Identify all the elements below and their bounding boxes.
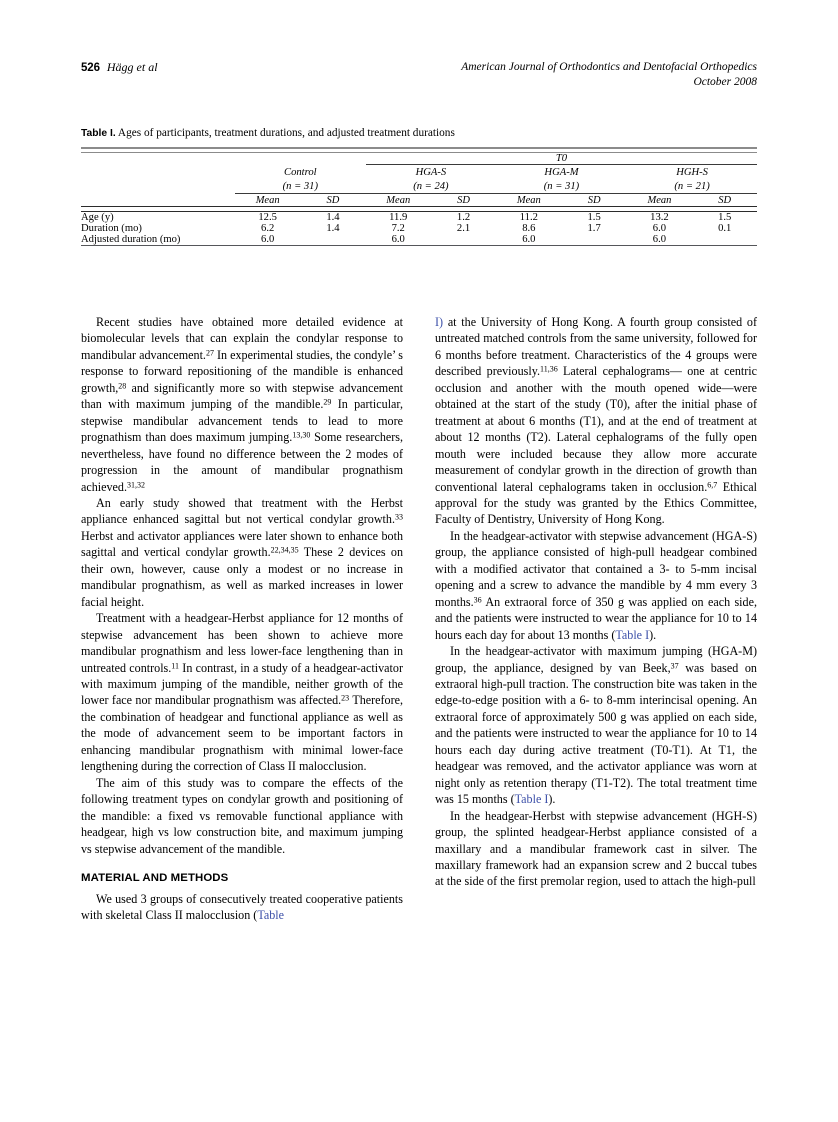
running-head xyxy=(81,60,757,90)
cell: 6.0 xyxy=(391,234,405,246)
cell: 13.2 xyxy=(650,212,669,224)
citation-ref: 28 xyxy=(118,381,127,391)
row-label-age: Age (y) xyxy=(81,212,114,224)
table-span-header-row xyxy=(81,152,757,164)
table-link[interactable]: Table I xyxy=(514,792,549,807)
paragraph: An early study showed that treatment with the Herbst appliance enhanced sagittal but not vertical condylar growth.$^{33}$ Herbst and activator appliances were later shown to enhance both sagittal and vertical condylar growth.$^{22,34,35}$ These 2 devices on their own, however, cause only a modest or no increase in mandibular prognathism, as well as marked increases in lower facial height. xyxy=(81,495,403,609)
paragraph: I) at the University of Hong Kong. A fourth group consisted of untreated matched controls from the same university, followed for 6 months before treatment. Characteristics of the 4 groups were described previously.$^{11,36}$ Lateral cephalograms— one at centric occlusion and another with the mouth opened wide—were obtained at the start of the study (T0), after the initial phase of treatment at about 6 months (T1), and at the end of treatment at about 12 months (T2). Lateral cephalograms of the fully open mouth were included because they allow more accurate measurement of condylar growth in the direction of growth than conventional lateral cephalograms taken in occlusion.$^{6,7}$ Ethical approval for the study was granted by the Ethics Committee, Faculty of Dentistry, University of Hong Kong. xyxy=(435,315,758,527)
colhead-sd-hgh-s: SD xyxy=(718,195,732,207)
row-label-duration: Duration (mo) xyxy=(81,223,142,235)
participants-table xyxy=(81,147,757,252)
cell: 6.0 xyxy=(652,234,667,246)
cell: 2.1 xyxy=(456,223,471,235)
cell: 1.4 xyxy=(326,223,340,235)
table-row xyxy=(81,234,757,246)
row-label-adjusted-duration: Adjusted duration (mo) xyxy=(81,234,181,246)
cell: 8.6 xyxy=(522,223,536,235)
group-header-control: Control (n = 31) xyxy=(282,166,318,192)
right-column xyxy=(435,314,757,890)
cell: 1.5 xyxy=(718,212,732,224)
colhead-sd-hga-m: SD xyxy=(587,195,601,207)
citation-ref: 11,36 xyxy=(539,365,558,374)
citation-ref: 31,32 xyxy=(127,480,145,490)
cell: 11.9 xyxy=(389,212,408,224)
cell xyxy=(692,234,757,246)
citation-ref: 37 xyxy=(670,661,679,671)
cell xyxy=(431,234,496,246)
paragraph: In the headgear-Herbst with stepwise advancement (HGH-S) group, the splinted headgear-Herbst appliance consisted of a maxillary and a mandibular framework cast in silver. The maxillary framework had an expansion screw and 2 buccal tubes at the side of the first premolar region, used to attach the high-pull xyxy=(435,808,757,889)
paragraph: The aim of this study was to compare the effects of the following treatment types on condylar growth and positioning of the mandible: a fixed vs removable functional appliance with headgear, high vs low construction bite, and maximum jumping vs stepwise advancement of the mandible. xyxy=(81,775,403,856)
paragraph: Recent studies have obtained more detailed evidence at biomolecular levels that can explain the condylar response to mandibular advancement.$^{27}$ In experimental studies, the condyle’ s response to forward repositioning of the mandible is enhanced growth,$^{28}$ and significantly more so with stepwise advancement than with maximum jumping of the mandible.$^{29}$ In particular, stepwise mandibular advancement tends to lead to more prognathism than does maximum jumping.$^{13,30}$ Some researchers, nevertheless, have found no difference between the 2 modes of progression in the amount of mandibular prognathism achieved.$^{31,32}$ xyxy=(81,315,403,494)
table-link[interactable]: I) xyxy=(435,315,444,329)
paragraph: We used 3 groups of consecutively treated cooperative patients with skeletal Class II malocclusion (Table xyxy=(81,891,403,923)
group-header-hga-s: HGA-S (n = 24) xyxy=(413,166,449,192)
table-row xyxy=(81,212,757,224)
cell: 1.7 xyxy=(587,223,601,235)
cell xyxy=(300,234,365,246)
cell: 1.4 xyxy=(326,212,340,224)
cell: 11.2 xyxy=(519,212,538,224)
colhead-mean-control: Mean xyxy=(255,195,280,207)
cell xyxy=(561,234,626,246)
cell: 6.0 xyxy=(652,223,667,235)
citation-ref: 13,30 xyxy=(292,430,311,440)
table-link[interactable]: Table I xyxy=(615,627,650,642)
colhead-mean-hga-m: Mean xyxy=(516,195,541,207)
table-column-header-row xyxy=(81,195,757,207)
citation-ref: 23 xyxy=(341,694,350,704)
colhead-mean-hgh-s: Mean xyxy=(647,195,672,207)
table-bottom-rule xyxy=(81,246,757,252)
citation-ref: 29 xyxy=(323,397,332,407)
citation-ref: 11 xyxy=(171,661,179,671)
paragraph: Treatment with a headgear-Herbst appliance for 12 months of stepwise advancement has been shown to achieve more mandibular prognathism and less lower-face lengthening than in untreated controls.$^{11}$ In contrast, in a study of a headgear-activator with maximum jumping of the mandible, neither growth of the lower face nor mandibular prognathism was affected.$^{23}$ Therefore, the combination of headgear and functional appliance as well as the mode of advancement seem to be important factors in enhancing mandibular prognathism with minimal lower-face lengthening during the correction of Class II malocclusion. xyxy=(81,611,404,774)
table-group-header-row xyxy=(81,166,757,194)
table-link[interactable]: Table xyxy=(257,908,285,923)
cell: 7.2 xyxy=(391,223,405,235)
citation-ref: 6,7 xyxy=(707,480,718,490)
table-label: Table I. xyxy=(81,128,116,139)
colhead-sd-control: SD xyxy=(326,195,340,207)
cell: 6.0 xyxy=(261,234,275,246)
cell: 6.2 xyxy=(261,223,275,235)
journal-title: American Journal of Orthodontics and Dentofacial Orthopedics xyxy=(461,61,757,73)
citation-ref: 36 xyxy=(473,595,482,605)
section-heading-material-and-methods: MATERIAL AND METHODS xyxy=(81,871,229,884)
issue-date: October 2008 xyxy=(693,76,757,89)
group-header-hgh-s: HGH-S (n = 21) xyxy=(674,166,710,192)
cell: 1.5 xyxy=(587,212,601,224)
running-head-authors: Hägg et al xyxy=(106,60,158,74)
table-caption xyxy=(81,126,757,141)
citation-ref: 22,34,35 xyxy=(270,545,299,555)
cell: 6.0 xyxy=(522,234,536,246)
table-block xyxy=(81,126,757,251)
cell: 12.5 xyxy=(258,212,277,224)
colhead-mean-hga-s: Mean xyxy=(386,195,411,207)
paragraph: In the headgear-activator with stepwise advancement (HGA-S) group, the appliance consisted of high-pull headgear combined with a modified activator that contained a 3- to 5-mm incisal opening and a screw to advance the mandible by 4 mm every 3 months.$^{36}$ An extraoral force of 350 g was applied on each side, and the patients were instructed to wear the appliance for 10 to 14 hours each day for about 13 months (Table I). xyxy=(435,528,757,642)
table-row xyxy=(81,223,757,234)
cell: 1.2 xyxy=(456,212,471,224)
cell: 0.1 xyxy=(718,223,732,235)
citation-ref: 27 xyxy=(205,348,214,358)
running-head-left xyxy=(81,60,158,75)
group-header-hga-m: HGA-M (n = 31) xyxy=(543,166,580,192)
left-column xyxy=(81,314,403,924)
table-caption-text: Ages of participants, treatment durations, and adjusted treatment durations xyxy=(117,127,455,139)
paragraph: In the headgear-activator with maximum jumping (HGA-M) group, the appliance, designed by van Beek,$^{37}$ was based on extraoral high-pull traction. The construction bite was taken in the edge-to-edge position with a 6- to 8-mm interincisal opening. An extraoral force of approximately 500 g was applied on each side, and the patients were instructed to wear the appliance for 10 to 14 hours each day during active treatment (T0-T1). At T1, the headgear was removed, and the activator appliance was worn at night only as retention therapy (T1-T2). The total treatment time was 15 months (Table I). xyxy=(435,644,757,807)
page-folio: 526 xyxy=(81,62,100,74)
colhead-sd-hga-s: SD xyxy=(457,195,470,207)
running-head-right xyxy=(461,60,757,90)
body-columns xyxy=(81,314,757,1074)
citation-ref: 33 xyxy=(395,513,403,523)
span-header-t0: T0 xyxy=(555,152,568,164)
